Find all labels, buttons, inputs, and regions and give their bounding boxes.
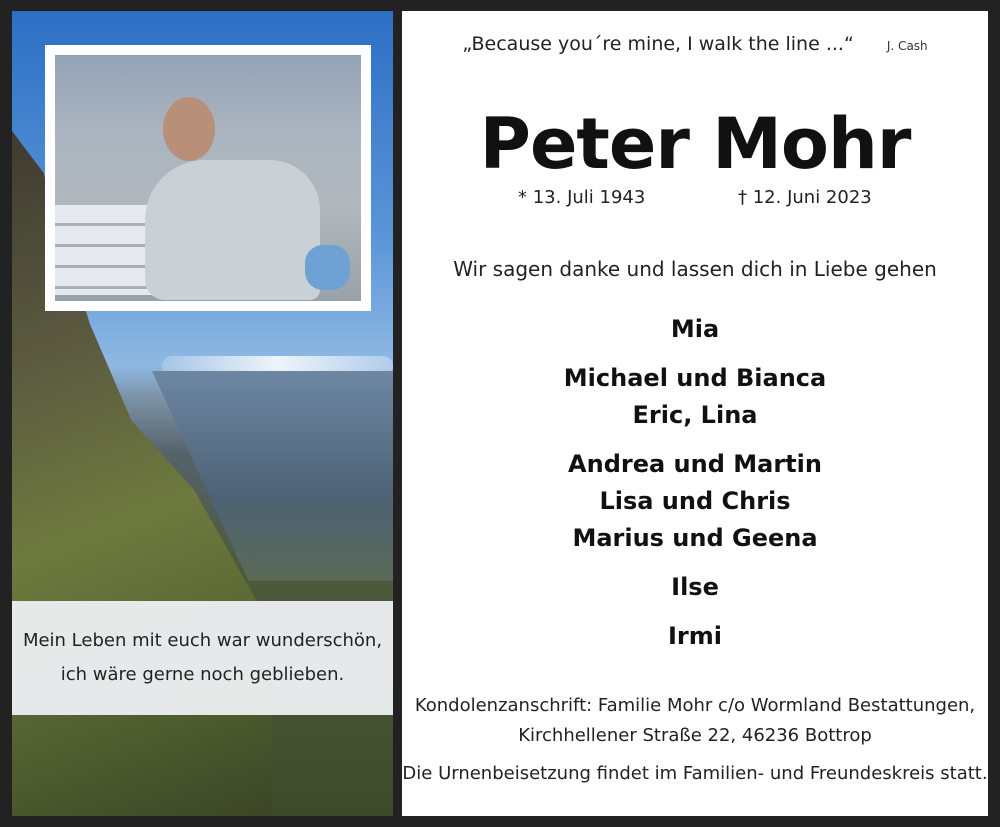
death-date: † 12. Juni 2023	[738, 187, 872, 208]
mourner-group	[402, 446, 988, 557]
caption-box	[12, 601, 393, 715]
caption-line-2: ich wäre gerne noch geblieben.	[60, 664, 345, 685]
quote	[402, 33, 988, 55]
mourner-name: Andrea und Martin	[568, 450, 822, 478]
obituary-text-panel	[402, 11, 988, 816]
landscape-photo	[12, 11, 393, 816]
mourner-name: Mia	[670, 315, 720, 343]
farewell-line: Wir sagen danke und lassen dich in Liebe gehen	[453, 257, 937, 281]
mourner-name: Ilse	[671, 573, 719, 601]
caption-line-1: Mein Leben mit euch war wunderschön,	[22, 630, 383, 651]
mourner-name: Eric, Lina	[632, 401, 758, 429]
mourner-name: Marius und Geena	[572, 524, 818, 552]
mourner-group	[402, 311, 988, 348]
deceased-name: Peter Mohr	[479, 103, 911, 185]
condolence-line-1: Kondolenzanschrift: Familie Mohr c/o Wormland Bestattungen,	[414, 695, 976, 716]
condolence-line-2: Kirchhellener Straße 22, 46236 Bottrop	[518, 725, 872, 746]
mourner-group	[402, 569, 988, 606]
mourner-name: Irmi	[668, 622, 722, 650]
mourner-group	[402, 360, 988, 434]
mourners-list	[402, 311, 988, 667]
portrait-photo	[55, 55, 361, 301]
quote-author: J. Cash	[886, 39, 928, 53]
burial-note: Die Urnenbeisetzung findet im Familien- und Freundeskreis statt.	[402, 763, 988, 784]
person-figure	[145, 160, 320, 300]
mourner-group	[402, 618, 988, 655]
quote-text: „Because you´re mine, I walk the line ...“	[462, 33, 854, 55]
mourner-name: Lisa und Chris	[599, 487, 791, 515]
birth-date: * 13. Juli 1943	[518, 187, 646, 208]
mourner-name: Michael und Bianca	[563, 364, 827, 392]
portrait-frame	[45, 45, 371, 311]
blue-bag	[305, 245, 350, 290]
person-head	[163, 97, 215, 161]
condolence-address	[402, 691, 988, 751]
